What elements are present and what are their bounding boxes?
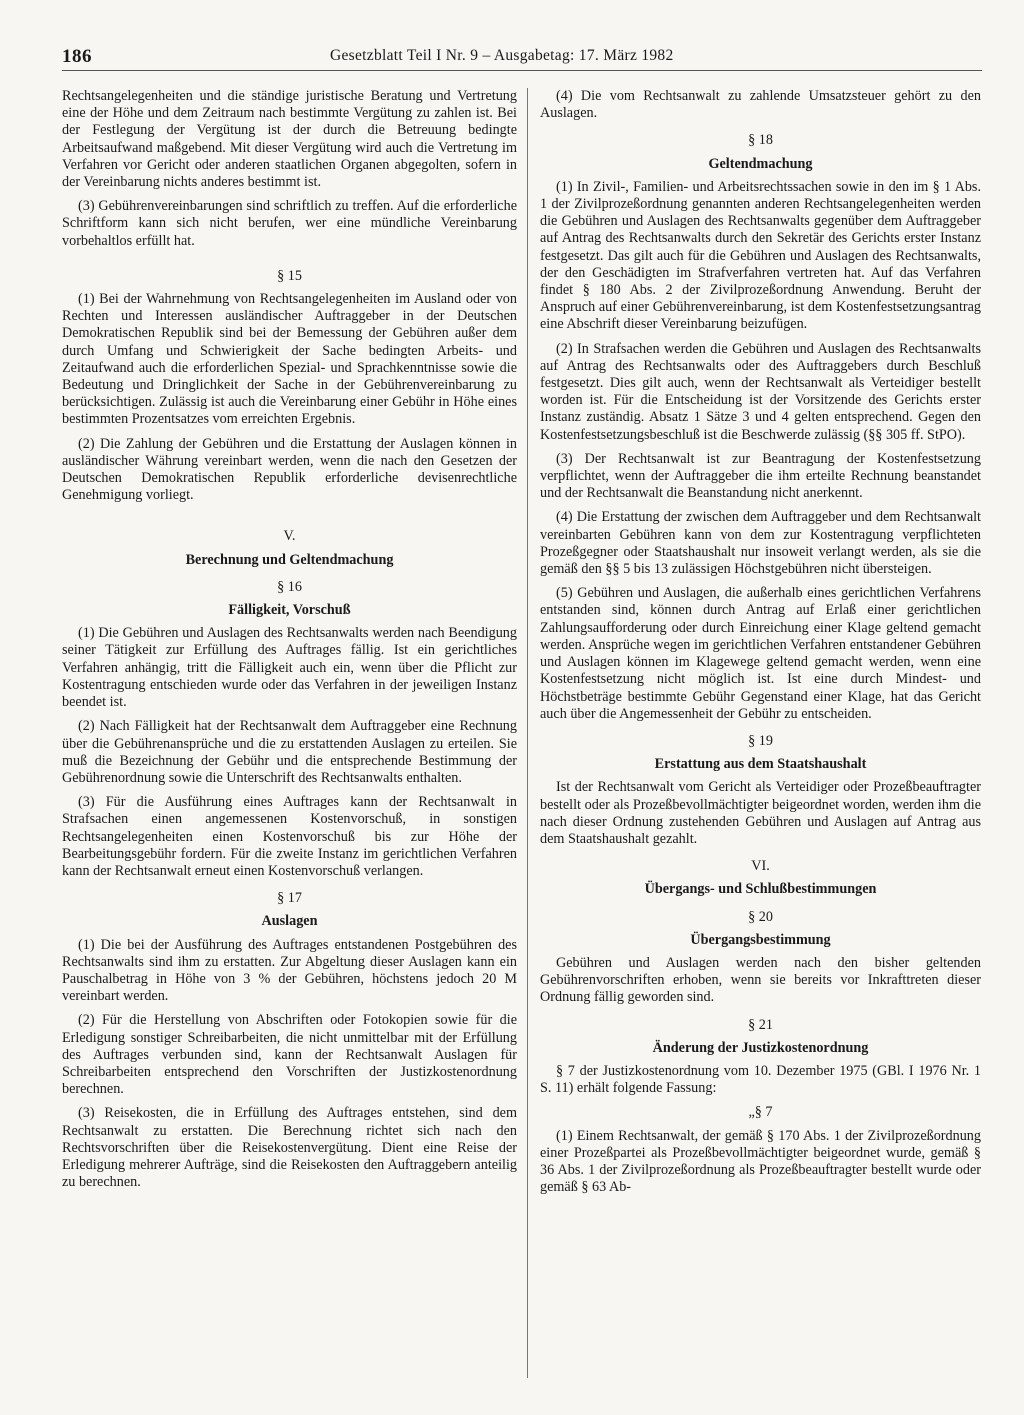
section-17-title: Auslagen xyxy=(261,913,318,930)
paragraph-17-2: (2) Für die Herstellung von Abschriften oder Fotokopien sowie für die Erledigung sonstiger Schreibarbeiten, die nicht unmittelbar mit der Erfüllung des Auftrages verbunden sind, kann der Rechtsanwalt Auslagen für Schreibarbeiten entsprechend den Vorschriften der Justizkostenordnung berechnen. xyxy=(62,1012,517,1098)
section-16-heading: § 16 xyxy=(277,578,302,595)
paragraph-16-2: (2) Nach Fälligkeit hat der Rechtsanwalt dem Auftraggeber eine Rechnung über die Gebührenansprüche und die zu erstattenden Auslagen zu erteilen. Sie muß die Bezeichnung der Gebühr und die entsprechende Bestimmung der Gebührenordnung sowie die Unterschrift des Rechtsanwalts enthalten. xyxy=(62,718,517,786)
paragraph-7-1: (1) Einem Rechtsanwalt, der gemäß § 170 Abs. 1 der Zivilprozeßordnung einer Prozeßpartei als Prozeßbevollmächtigter beigeordnet wurde, gemäß § 36 Abs. 1 der Zivilprozeßordnung als Prozeßbeauftragter bestellt wurde oder gemäß § 63 Ab- xyxy=(540,1127,981,1196)
paragraph-20: Gebühren und Auslagen werden nach den bisher geltenden Gebührenvorschriften erhoben, wenn sie bereits vor Inkrafttreten dieser Ordnung fällig geworden sind. xyxy=(540,954,981,1006)
section-15-heading: § 15 xyxy=(277,267,302,284)
section-17-heading: § 17 xyxy=(277,890,302,907)
section-20-title: Übergangsbestimmung xyxy=(690,931,831,948)
paragraph-21: § 7 der Justizkostenordnung vom 10. Dezember 1975 (GBl. I 1976 Nr. 1 S. 11) erhält folgende Fassung: xyxy=(540,1062,981,1097)
quoted-section-7-heading: „§ 7 xyxy=(748,1104,773,1121)
section-21-heading: § 21 xyxy=(748,1016,773,1033)
paragraph-17-1: (1) Die bei der Ausführung des Auftrages entstandenen Postgebühren des Rechtsanwalts sind ihm zu erstatten. Zur Abgeltung dieser Auslagen kann ein Pauschalbetrag in Höhe von 3 % der Gebühren, höchstens jedoch 20 M vereinbart werden. xyxy=(62,936,517,1005)
part-6-title: Übergangs- und Schlußbestimmungen xyxy=(644,881,877,898)
part-6-heading: VI. xyxy=(751,858,770,875)
section-19-heading: § 19 xyxy=(748,732,773,749)
section-21-title: Änderung der Justizkostenordnung xyxy=(652,1039,869,1056)
paragraph-16-1: (1) Die Gebühren und Auslagen des Rechtsanwalts werden nach Beendigung seiner Tätigkeit zur Erfüllung des Auftrages fällig. Ist ein gerichtliches Verfahren anhängig, tritt die Fälligkeit auch ein, wenn über die Pflicht zur Kostentragung entschieden wurde oder das Verfahren in der jeweiligen Instanz beendet ist. xyxy=(62,625,517,711)
column-divider xyxy=(527,88,528,1378)
section-18-heading: § 18 xyxy=(748,132,773,149)
part-5-heading: V. xyxy=(283,528,296,545)
section-18-title: Geltendmachung xyxy=(708,155,813,172)
section-16-title: Fälligkeit, Vorschuß xyxy=(228,602,351,619)
paragraph-19: Ist der Rechtsanwalt vom Gericht als Verteidiger oder Prozeßbeauftragter bestellt oder als Prozeßbevollmächtigter beigeordnet worden, werden ihm die nach dieser Ordnung zustehenden Gebühren und Auslagen auf Antrag aus dem Staatshaushalt gezahlt. xyxy=(540,779,981,847)
paragraph-16-3: (3) Für die Ausführung eines Auftrages kann der Rechtsanwalt in Strafsachen einen angemessenen Kostenvorschuß, in sonstigen Rechtsangelegenheiten einen Kostenvorschuß bis zur Höhe der Bearbeitungsgebühr fordern. Für die zweite Instanz im gerichtlichen Verfahren kann der Rechtsanwalt erneut einen Kostenvorschuß verlangen. xyxy=(62,794,517,879)
running-title: Gesetzblatt Teil I Nr. 9 – Ausgabetag: 17. März 1982 xyxy=(330,47,674,64)
left-column xyxy=(62,88,517,1198)
page-number: 186 xyxy=(62,46,92,67)
section-19-title: Erstattung aus dem Staatshaushalt xyxy=(654,756,867,773)
paragraph-17-3: (3) Reisekosten, die in Erfüllung des Auftrages entstehen, sind dem Rechtsanwalt zu erstatten. Die Berechnung richtet sich nach den Rechtsvorschriften über die Reisekostenvergütung. Dient eine Reise der Erledigung mehrerer Aufträge, sind die Reisekosten den Auftraggebern anteilig zu berechnen. xyxy=(62,1105,517,1191)
paragraph-14-2-continued: Rechtsangelegenheiten und die ständige juristische Beratung und Vertretung eine der Höhe und dem Zeitraum nach bestimmte Vergütung zu zahlen ist. Bei der Festlegung der Vergütung ist der durch die Betreuung bedingte Arbeitsaufwand maßgebend. Mit dieser Vergütung wird auch die Vertretung im Verfahren vor Gericht oder anderen staatlichen Organen abgegolten, sofern in der Vereinbarung nichts anderes bestimmt ist. xyxy=(62,88,517,191)
paragraph-18-2: (2) In Strafsachen werden die Gebühren und Auslagen des Rechtsanwalts auf Antrag des Rechtsanwalts oder des Auftraggebers durch Beschluß festgesetzt. Dies gilt auch, wenn der Rechtsanwalt als Verteidiger bestellt worden ist. Für die Entscheidung ist der Vorsitzende des Gerichts erster Instanz zuständig. Absatz 1 Sätze 3 und 4 gelten entsprechend. Gegen den Kostenfestsetzungsbeschluß ist die Beschwerde zulässig (§§ 305 ff. StPO). xyxy=(540,340,981,443)
paragraph-18-3: (3) Der Rechtsanwalt ist zur Beantragung der Kostenfestsetzung verpflichtet, wenn der Auftraggeber die ihm erteilte Rechnung beanstandet und der Rechtsanwalt die Beanstandung nicht anerkennt. xyxy=(540,450,981,502)
paragraph-18-4: (4) Die Erstattung der zwischen dem Auftraggeber und dem Rechtsanwalt vereinbarten Gebühren kann von dem zur Kostentragung verpflichteten Prozeßgegner oder Staatshaushalt nur insoweit verlangt werden, als sie die gemäß den §§ 5 bis 13 zulässigen Höchstgebühren nicht übersteigen. xyxy=(540,509,981,578)
part-5-title: Berechnung und Geltendmachung xyxy=(185,551,394,568)
paragraph-15-1: (1) Bei der Wahrnehmung von Rechtsangelegenheiten im Ausland oder von Rechten und Interessen ausländischer Auftraggeber in der Deutschen Demokratischen Republik sind bei der Bemessung der Gebühren außer dem durch Umfang und Schwierigkeit der Sache bedingten Arbeits- und Zeitaufwand auch die erforderlichen Spezial- und Sprachkenntnisse sowie die Bedeutung und Dringlichkeit der Sache in der Gebührenvereinbarung zu berücksichtigen. Zulässig ist auch die Vereinbarung einer Gebühr in Höhe eines bestimmten Prozentsatzes vom erreichten Ergebnis. xyxy=(62,291,517,428)
paragraph-14-3: (3) Gebührenvereinbarungen sind schriftlich zu treffen. Auf die erforderliche Schriftform kann sich nicht berufen, wer eine mündliche Vereinbarung vorbehaltlos erfüllt hat. xyxy=(62,198,517,249)
paragraph-15-2: (2) Die Zahlung der Gebühren und die Erstattung der Auslagen können in ausländischer Währung vereinbart werden, wenn die nach den Gesetzen der Deutschen Demokratischen Republik erforderliche devisenrechtliche Genehmigung vorliegt. xyxy=(62,435,517,504)
right-column xyxy=(540,88,981,1203)
header-divider xyxy=(62,70,982,71)
paragraph-18-1: (1) In Zivil-, Familien- und Arbeitsrechtssachen sowie in den im § 1 Abs. 1 der Zivilprozeßordnung genannten anderen Rechtsangelegenheiten werden die Gebühren und Auslagen des Rechtsanwalts gegenüber dem Auftraggeber auf Antrag des Rechtsanwalts durch den Sekretär des Gerichts erster Instanz festgesetzt. Das gilt auch für die Gebühren und Auslagen des Rechtsanwalts, der den Geschädigten im Strafverfahren vertreten hat. Auf das Verfahren findet § 180 Abs. 2 der Zivilprozeßordnung Anwendung. Beruht der Anspruch auf einer Gebührenvereinbarung, ist dem Kostenfestsetzungsantrag eine Abschrift dieser Vereinbarung beizufügen. xyxy=(540,178,981,333)
section-20-heading: § 20 xyxy=(748,908,773,925)
paragraph-17-4: (4) Die vom Rechtsanwalt zu zahlende Umsatzsteuer gehört zu den Auslagen. xyxy=(540,88,981,122)
paragraph-18-5: (5) Gebühren und Auslagen, die außerhalb eines gerichtlichen Verfahrens entstanden sind, können durch Antrag auf Erlaß einer gerichtlichen Zahlungsaufforderung oder durch Einreichung einer Klage geltend gemacht werden. Ansprüche wegen im gerichtlichen Verfahren entstandener Gebühren und Auslagen können im Klagewege geltend gemacht werden, wenn eine Kostenfestsetzung nicht möglich ist. Ist eine durch Mindest- und Höchstbeträge bestimmte Gebühr Gegenstand einer Klage, hat das Gericht auch über die Angemessenheit der Gebühr zu entscheiden. xyxy=(540,585,981,722)
